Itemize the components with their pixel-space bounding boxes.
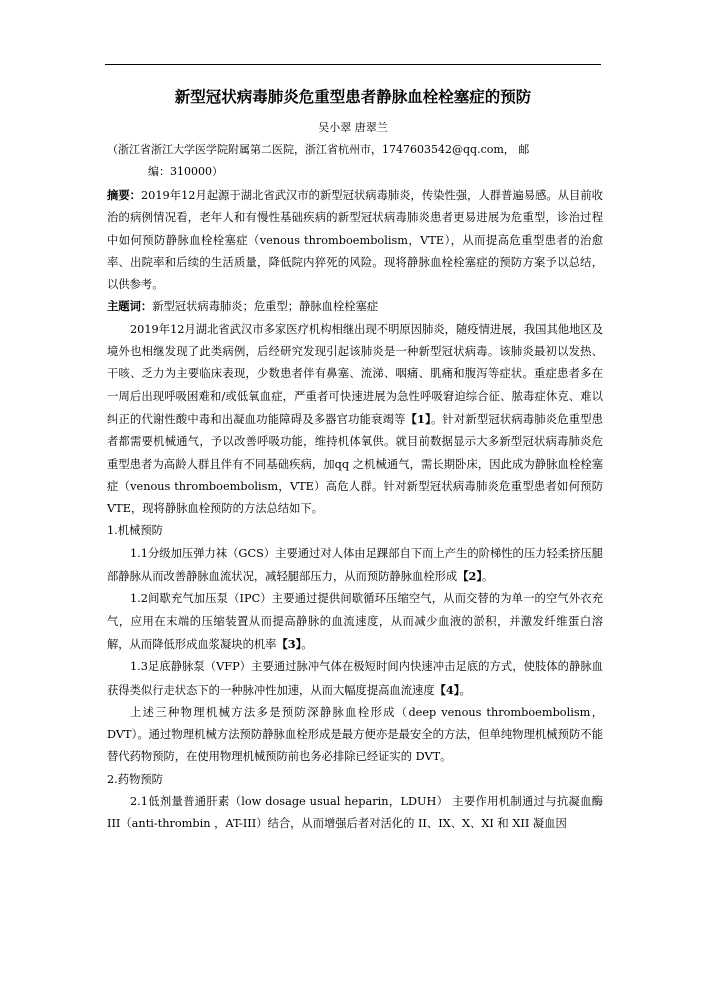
section-1-2-end: 。 [301, 637, 313, 651]
section-1-2-text: 1.2间歇充气加压泵（IPC）主要通过提供间歇循环压缩空气，从而交替的为单一的空气外衣充气，应用在末端的压缩装置从而提高静脉的血流速度，从而减少血液的淤积，并激发纤维蛋白溶解，从而降低形成血浆凝块的机率 [107, 592, 603, 651]
paper-body [107, 185, 603, 836]
paper-title: 新型冠状病毒肺炎危重型患者静脉血栓栓塞症的预防 [174, 88, 532, 106]
abstract-label: 摘要： [107, 189, 141, 202]
intro-paragraph [107, 319, 603, 521]
keywords [107, 296, 603, 318]
keywords-label: 主题词： [107, 300, 153, 314]
paper-authors: 吴小翠 唐翠兰 [318, 121, 388, 134]
section-1-1-paragraph [107, 543, 603, 589]
intro-text-a: 2019年12月湖北省武汉市多家医疗机构相继出现不明原因肺炎，随疫情进展，我国其他地区及境外也相继发现了此类病例，后经研究发现引起该肺炎是一种新型冠状病毒。该肺炎最初以发热、干咳、乏力为主要临床表现，少数患者伴有鼻塞、流涕、咽痛、肌痛和腹泻等症状。重症患者多在一周后出现呼吸困难和/或低氧血症，严重者可快速进展为急性呼吸窘迫综合征、脓毒症休克、难以纠正的代谢性酸中毒和出凝血功能障碍及多器官功能衰竭等 [107, 322, 603, 426]
section-1-2-paragraph [107, 588, 603, 656]
citation-1: 【1】 [405, 411, 431, 426]
intro-text-b: 。针对新型冠状病毒肺炎危重型患者都需要机械通气，予以改善呼吸功能，维持机体氧供。就目前数据显示大多新型冠状病毒肺炎危重型患者为高龄人群且伴有不同基础疾病，加qq 之机械通气，需长期卧床，因此成为静脉血栓栓塞症（venous thromboembolism，VTE）高危人群。针对新型冠状病毒肺炎危重型患者如何预防 VTE，现将静脉血栓预防的方法总结如下。 [107, 412, 603, 516]
section-2-heading: 2.药物预防 [107, 772, 163, 786]
abstract [107, 185, 603, 296]
header-rule [105, 64, 601, 65]
section-2-1-paragraph: 2.1低剂量普通肝素（low dosage usual heparin，LDUH） 主要作用机制通过与抗凝血酶 III（anti-thrombin ，AT-III）结合，从而增强后者对活化的 II、IX、X、XI 和 XII 凝血因 [107, 795, 603, 831]
section-1-heading: 1.机械预防 [107, 524, 163, 538]
citation-4: 【4】 [434, 682, 460, 697]
section-1-3-end: 。 [459, 683, 471, 697]
section-1-1-text: 1.1分级加压弹力袜（GCS）主要通过对人体由足踝部自下而上产生的阶梯性的压力轻柔挤压腿部静脉从而改善静脉血流状况，减轻腿部压力，从而预防静脉血栓形成 [107, 546, 603, 584]
affiliation-line-2: 编：310000） [148, 165, 223, 178]
section-1-1-end: 。 [482, 570, 494, 584]
section-1-summary: 上述三种物理机械方法多是预防深静脉血栓形成（deep venous thromboembolism，DVT）。通过物理机械方法预防静脉血栓形成是最方便亦是最安全的方法，但单纯物理机械预防不能替代药物预防，在使用物理机械预防前也务必排除已经证实的 DVT。 [107, 705, 603, 764]
affiliation-line-1: （浙江省浙江大学医学院附属第二医院，浙江省杭州市，1747603542@qq.com， 邮 [107, 143, 530, 156]
section-1-3-paragraph [107, 656, 603, 702]
citation-3: 【3】 [276, 636, 302, 651]
section-1-3-text: 1.3足底静脉泵（VFP）主要通过脉冲气体在极短时间内快速冲击足底的方式，使肢体的静脉血获得类似行走状态下的一种脉冲性加速，从而大幅度提高血流速度 [107, 660, 603, 697]
citation-2: 【2】 [457, 569, 483, 584]
abstract-text: 2019年12月起源于湖北省武汉市的新型冠状病毒肺炎，传染性强，人群普遍易感。从目前收治的病例情况看，老年人和有慢性基础疾病的新型冠状病毒肺炎患者更易进展为危重型，诊治过程中如何预防静脉血栓栓塞症（venous thromboembolism，VTE），从而提高危重型患者的治愈率、出院率和后续的生活质量，降低院内猝死的风险。现将静脉血栓栓塞症的预防方案予以总结，以供参考。 [107, 189, 603, 292]
keywords-text: 新型冠状病毒肺炎；危重型；静脉血栓栓塞症 [152, 300, 379, 314]
